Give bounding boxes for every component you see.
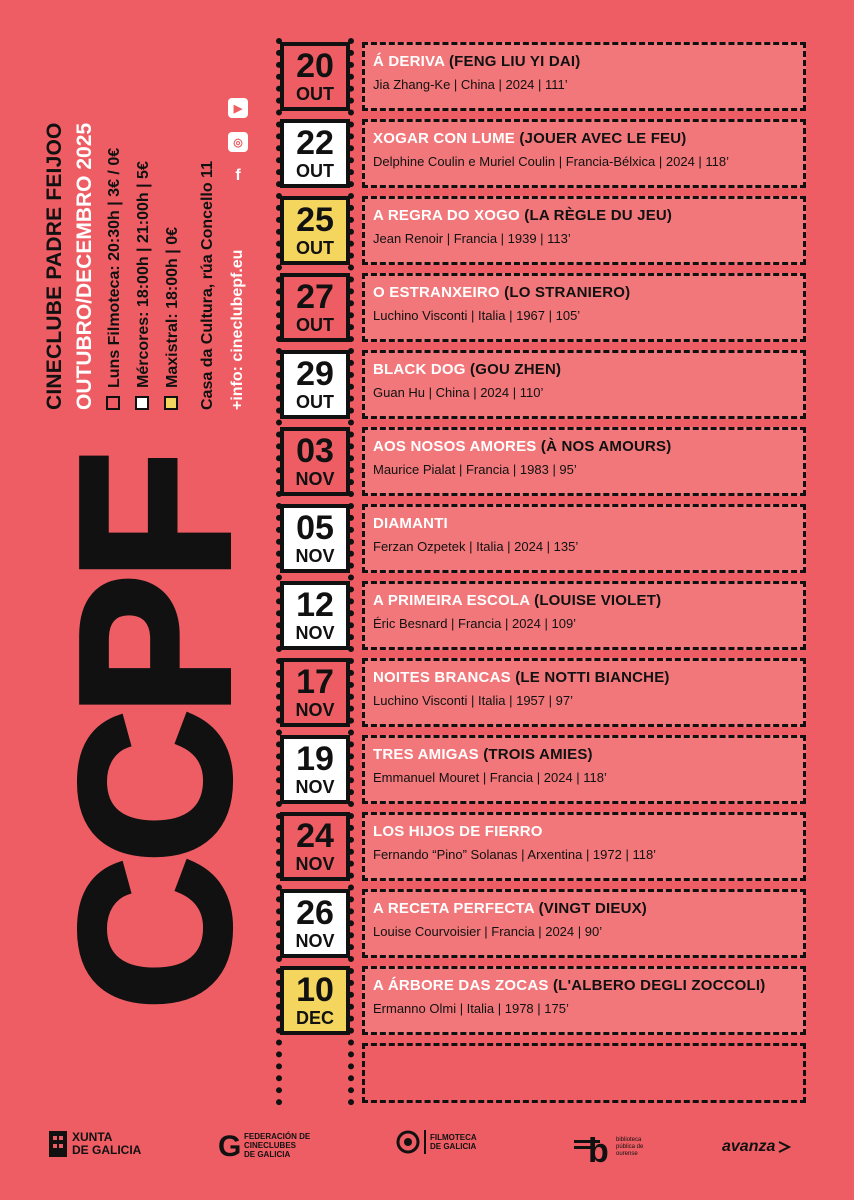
venue: Casa da Cultura, rúa Concello 11: [199, 161, 216, 410]
date-box: [280, 658, 350, 727]
film-title-line: [373, 207, 803, 224]
date-box: [280, 427, 350, 496]
date-box: [280, 42, 350, 111]
date-day: 26: [296, 894, 334, 932]
film-title: A ÁRBORE DAS ZOCAS: [373, 977, 549, 994]
filmoteca-circle-icon: [396, 1130, 420, 1154]
date-day: 12: [296, 586, 334, 624]
film-meta: Éric Besnard | Francia | 2024 | 109’: [373, 616, 577, 631]
date-box: [280, 504, 350, 573]
date-box: [280, 812, 350, 881]
film-title-line: [373, 53, 803, 70]
film-row[interactable]: [276, 423, 816, 500]
film-info: [362, 273, 806, 342]
film-original-title: (JOUER AVEC LE FEU): [519, 130, 687, 147]
film-title: XOGAR CON LUME: [373, 130, 515, 147]
film-row[interactable]: [276, 500, 816, 577]
ccpf-logo: [36, 430, 273, 1010]
biblioteca-b-icon: [574, 1130, 612, 1170]
date-month: NOV: [295, 623, 335, 643]
federacion-g-icon: [218, 1130, 242, 1163]
youtube-icon[interactable]: ▶: [228, 98, 248, 118]
film-meta: Delphine Coulin e Muriel Coulin | Francia-Bélxica | 2024 | 118’: [373, 154, 730, 169]
date-month: OUT: [296, 84, 334, 104]
yellow-square-icon: [164, 396, 178, 410]
org-name: CINECLUBE PADRE FEIJOO: [43, 122, 66, 410]
film-meta: Maurice Pialat | Francia | 1983 | 95’: [373, 462, 577, 477]
film-title: A REGRA DO XOGO: [373, 207, 520, 224]
date-box: [280, 966, 350, 1035]
date-box: [280, 119, 350, 188]
film-row[interactable]: [276, 269, 816, 346]
price-luns: Luns Filmoteca: 20:30h | 3€ / 0€: [100, 50, 129, 410]
white-square-icon: [135, 396, 149, 410]
date-box: [280, 735, 350, 804]
film-info: [362, 581, 806, 650]
facebook-icon[interactable]: f: [235, 167, 241, 184]
film-meta: Emmanuel Mouret | Francia | 2024 | 118’: [373, 770, 607, 785]
footer: [0, 1130, 854, 1180]
film-row[interactable]: [276, 808, 816, 885]
avanza-arrow-icon: [777, 1140, 791, 1154]
empty-slot: [276, 1039, 816, 1106]
film-meta: Louise Courvoisier | Francia | 2024 | 90’: [373, 924, 603, 939]
svg-text:b: b: [588, 1132, 609, 1170]
date-box: [280, 273, 350, 342]
film-meta: Guan Hu | China | 2024 | 110’: [373, 385, 544, 400]
film-meta: Ferzan Ozpetek | Italia | 2024 | 135’: [373, 539, 579, 554]
schedule: [276, 38, 816, 1106]
date-box: [280, 581, 350, 650]
date-box: [280, 196, 350, 265]
film-info: [362, 735, 806, 804]
film-title-line: [373, 592, 803, 609]
film-title: A RECETA PERFECTA: [373, 900, 535, 917]
date-day: 27: [296, 278, 334, 316]
film-title-line: [373, 284, 803, 301]
date-day: 19: [296, 740, 334, 778]
biblioteca-logo[interactable]: b biblioteca pública de ourense: [574, 1130, 643, 1164]
price-maxistral: Maxistral: 18:00h | 0€: [158, 50, 187, 410]
date-month: OUT: [296, 238, 334, 258]
xunta-logo[interactable]: XUNTA DE GALICIA: [48, 1130, 141, 1158]
instagram-icon[interactable]: ◎: [228, 132, 248, 152]
film-meta: Luchino Visconti | Italia | 1957 | 97’: [373, 693, 573, 708]
film-info: [362, 966, 806, 1035]
film-title: AOS NOSOS AMORES: [373, 438, 537, 455]
film-list: [276, 38, 816, 1039]
film-row[interactable]: [276, 962, 816, 1039]
film-info: [362, 427, 806, 496]
date-day: 20: [296, 47, 334, 85]
film-original-title: (TROIS AMIES): [483, 746, 593, 763]
date-month: DEC: [295, 1008, 334, 1028]
film-original-title: (LO STRANIERO): [504, 284, 631, 301]
avanza-logo[interactable]: avanza: [722, 1138, 791, 1156]
film-title-line: [373, 823, 803, 840]
date-box: [280, 889, 350, 958]
film-info: [362, 119, 806, 188]
film-original-title: (GOU ZHEN): [470, 361, 562, 378]
film-meta: Jean Renoir | Francia | 1939 | 113’: [373, 231, 571, 246]
website-link[interactable]: +info: cineclubepf.eu: [229, 249, 246, 410]
date-day: 17: [296, 663, 334, 701]
film-title: BLACK DOG: [373, 361, 466, 378]
film-title: TRES AMIGAS: [373, 746, 479, 763]
film-original-title: (L'ALBERO DEGLI ZOCCOLI): [552, 977, 766, 994]
film-title-line: [373, 130, 803, 147]
date-day: 24: [296, 817, 334, 855]
social-icons: [228, 98, 250, 200]
date-month: NOV: [295, 777, 335, 797]
film-info: [362, 42, 806, 111]
film-title-line: [373, 438, 803, 455]
film-row[interactable]: [276, 38, 816, 115]
film-row[interactable]: [276, 731, 816, 808]
film-meta: Ermanno Olmi | Italia | 1978 | 175’: [373, 1001, 569, 1016]
film-title: Á DERIVA: [373, 53, 445, 70]
film-title-line: [373, 900, 803, 917]
date-month: NOV: [295, 931, 335, 951]
date-day: 03: [296, 432, 334, 470]
price-mercores: Mércores: 18:00h | 21:00h | 5€: [129, 50, 158, 410]
film-original-title: (LA RÈGLE DU JEU): [524, 207, 673, 224]
film-title-line: [373, 515, 803, 532]
date-month: NOV: [295, 700, 335, 720]
date-day: 10: [296, 971, 334, 1009]
date-day: 29: [296, 355, 334, 393]
film-original-title: (FENG LIU YI DAI): [448, 53, 581, 70]
film-title: A PRIMEIRA ESCOLA: [373, 592, 530, 609]
film-original-title: (LE NOTTI BIANCHE): [515, 669, 670, 686]
date-day: 05: [296, 509, 334, 547]
film-info: [362, 350, 806, 419]
date-month: OUT: [296, 392, 334, 412]
film-row[interactable]: [276, 577, 816, 654]
date-month: OUT: [296, 161, 334, 181]
film-title: NOITES BRANCAS: [373, 669, 511, 686]
film-meta: Fernando “Pino” Solanas | Arxentina | 1972 | 118’: [373, 847, 657, 862]
film-title-line: [373, 746, 803, 763]
film-title: LOS HIJOS DE FIERRO: [373, 823, 543, 840]
date-month: OUT: [296, 315, 334, 335]
date-month: NOV: [295, 469, 335, 489]
film-title-line: [373, 361, 803, 378]
film-meta: Luchino Visconti | Italia | 1967 | 105’: [373, 308, 581, 323]
federacion-logo[interactable]: G FEDERACIÓN DE CINECLUBES DE GALICIA: [218, 1130, 311, 1163]
date-month: NOV: [295, 546, 335, 566]
film-info: [362, 504, 806, 573]
film-row[interactable]: [276, 346, 816, 423]
film-row[interactable]: [276, 654, 816, 731]
season-title: OUTUBRO/DECEMBRO 2025: [73, 122, 96, 410]
xunta-shield-icon: [48, 1130, 68, 1158]
film-title: DIAMANTI: [373, 515, 448, 532]
film-info: [362, 812, 806, 881]
film-original-title: (LOUISE VIOLET): [534, 592, 662, 609]
logo-text: CCPF: [36, 456, 273, 1010]
film-title-line: [373, 669, 803, 686]
film-title-line: [373, 977, 803, 994]
date-box: [280, 350, 350, 419]
film-meta: Jia Zhang-Ke | China | 2024 | 111’: [373, 77, 568, 92]
film-title: O ESTRANXEIRO: [373, 284, 500, 301]
filmoteca-logo[interactable]: FILMOTECA DE GALICIA: [396, 1130, 477, 1154]
film-original-title: (À NOS AMOURS): [540, 438, 672, 455]
film-info: [362, 889, 806, 958]
date-month: NOV: [295, 854, 335, 874]
film-original-title: (VINGT DIEUX): [538, 900, 647, 917]
film-row[interactable]: [276, 115, 816, 192]
date-day: 25: [296, 201, 334, 239]
film-row[interactable]: [276, 192, 816, 269]
red-square-icon: [106, 396, 120, 410]
film-info: [362, 196, 806, 265]
film-info: [362, 658, 806, 727]
svg-text:G: G: [218, 1130, 242, 1163]
film-row[interactable]: [276, 885, 816, 962]
date-day: 22: [296, 124, 334, 162]
